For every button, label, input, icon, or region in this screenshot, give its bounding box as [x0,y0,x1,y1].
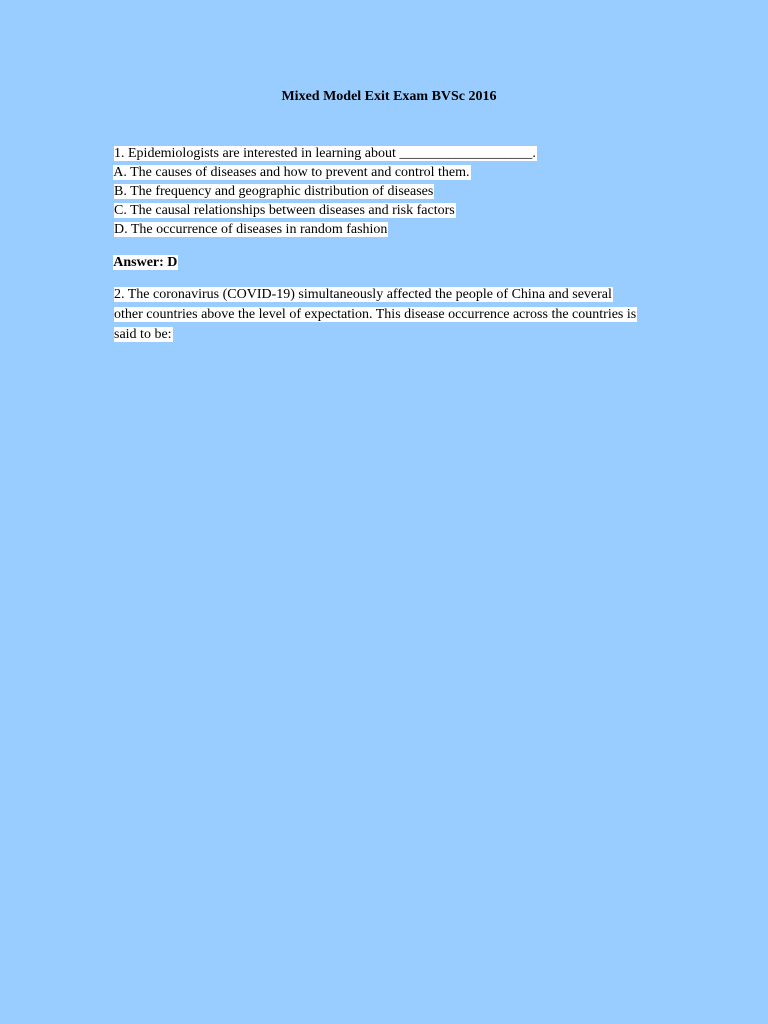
document-title [0,88,768,106]
question-1-stem-text: 1. Epidemiologists are interested in learning about ___________________. [114,146,536,161]
question-2-line-2-text: other countries above the level of expectation. This disease occurrence across the countries is [114,307,637,322]
option-b-text: B. The frequency and geographic distribution of diseases [114,184,434,199]
option-d-text: D. The occurrence of diseases in random fashion [114,222,388,237]
question-1-stem [93,125,693,161]
document-title-text: Mixed Model Exit Exam BVSc 2016 [281,89,497,104]
question-1 [93,125,693,237]
question-2-line-3-text: said to be: [114,327,172,342]
question-1-answer [93,234,693,270]
question-2-line-1 [93,265,693,302]
option-a-text: A. The causes of diseases and how to prevent and control them. [113,165,470,180]
answer-line [93,234,693,270]
answer-text: Answer: D [113,255,178,270]
question-2-line-1-text: 2. The coronavirus (COVID-19) simultaneously affected the people of China and several [114,287,612,302]
option-c-text: C. The causal relationships between diseases and risk factors [114,203,455,218]
question-2 [93,265,693,342]
